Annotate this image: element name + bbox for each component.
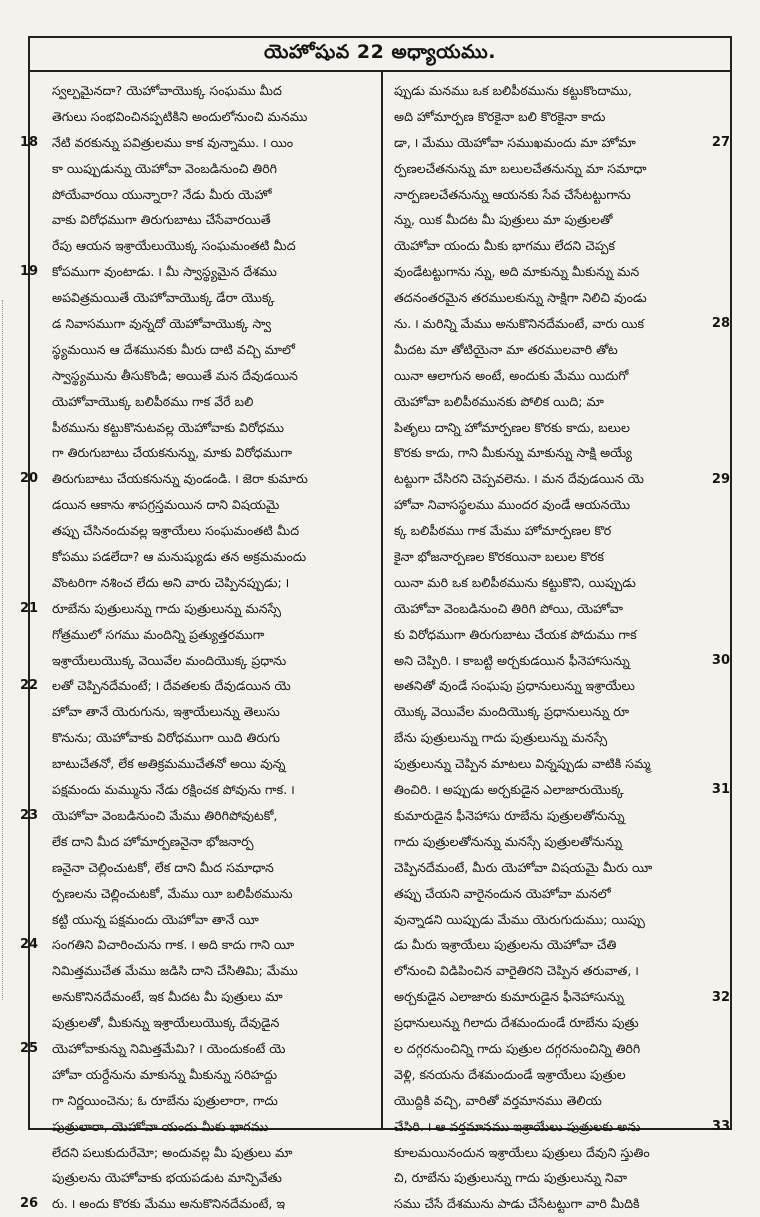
text-line bbox=[386, 958, 706, 984]
line-text: ల దగ్గరనుంచిన్ని గాదు పుత్రుల దగ్గరనుంచిన్ని తిరిగి bbox=[394, 1040, 641, 1056]
text-line bbox=[386, 1191, 706, 1217]
text-line bbox=[32, 881, 376, 907]
line-text: కు విరోధముగా తిరుగుబాటు చేయక పోదుము గాక bbox=[394, 626, 637, 642]
line-text: యెహోవా బలిపీఠమునకు పోలిక యిది; మా bbox=[394, 393, 604, 409]
line-text: హోవా తానే యెరుగును, ఇశ్రాయేలున్ను తెలుసు bbox=[52, 704, 280, 720]
line-text: యొద్దికి వచ్చి, వారితో వర్తమానము తెలియ bbox=[394, 1092, 602, 1108]
column-divider bbox=[381, 72, 383, 1128]
line-text: అని చెప్పిరి. ౹ కాబట్టి అర్చకుడయిన ఫీనెహాసున్ను bbox=[394, 652, 630, 668]
text-line bbox=[386, 207, 706, 233]
line-text: సంగతిని విచారించును గాక. ౹ అది కాదు గాని యీ bbox=[52, 937, 295, 953]
text-line bbox=[32, 78, 376, 104]
text-line bbox=[32, 182, 376, 208]
right-column bbox=[386, 78, 706, 1212]
verse-number: 19 bbox=[20, 264, 39, 280]
text-line bbox=[386, 363, 706, 389]
verse-number: 20 bbox=[20, 471, 39, 487]
text-line bbox=[386, 492, 706, 518]
text-line bbox=[20, 803, 376, 829]
text-line bbox=[386, 829, 706, 855]
text-line bbox=[386, 285, 706, 311]
text-line bbox=[32, 285, 376, 311]
verse-number: 30 bbox=[711, 652, 730, 668]
verse-number: 26 bbox=[20, 1196, 39, 1212]
text-line bbox=[32, 1165, 376, 1191]
text-line bbox=[32, 492, 376, 518]
verse-number: 22 bbox=[20, 678, 39, 694]
line-text: కా యిప్పుడున్ను యెహోవా వెంబడినుంచి తిరిగి bbox=[52, 160, 278, 176]
verse-number: 32 bbox=[711, 989, 730, 1005]
text-line bbox=[32, 1010, 376, 1036]
line-text: ను. ౹ మరిన్ని మేము అనుకొనినదేమంటే, వారు యిక bbox=[394, 316, 645, 332]
line-text: గాదు పుత్రులతోనున్ను మనస్సే పుత్రులతోనున్ను bbox=[394, 833, 623, 849]
line-text: సము చేసే దేశమును పాడు చేసేటట్టుగా వారి మీదికి bbox=[394, 1196, 640, 1212]
text-line bbox=[32, 518, 376, 544]
line-text: లేదని పలుకుదురేమో; అందువల్ల మీ పుత్రులు మా bbox=[52, 1144, 293, 1160]
line-text: అనుకొనినదేమంటే, ఇక మీదట మీ పుత్రులు మా bbox=[52, 989, 283, 1005]
line-text: వుండేటట్టుగాను న్ను, అది మాకున్ను మీకున్ను మన bbox=[394, 264, 640, 280]
text-line bbox=[32, 829, 376, 855]
line-text: చెప్పినదేమంటే, మీరు యెహోవా విషయమై మీరు యీ bbox=[394, 859, 653, 875]
line-text: వొంటరిగా నశించ లేదు అని వారు చెప్పినప్పుడు; ౹ bbox=[52, 574, 290, 590]
verse-number: 25 bbox=[20, 1040, 39, 1056]
line-text: క్క బలిపీఠము గాక మేము హోమార్పణల కొర bbox=[394, 523, 612, 539]
text-line bbox=[386, 311, 706, 337]
line-text: డా, ౹ మేము యెహోవా సముఖమందు మా హోమా bbox=[394, 134, 636, 150]
text-line bbox=[386, 415, 706, 441]
text-line bbox=[386, 881, 706, 907]
text-line bbox=[386, 518, 706, 544]
verse-number: 18 bbox=[20, 134, 39, 150]
line-text: నిమిత్తముచేత మేము జడిసి దాని చేసితిమి; మేము bbox=[52, 963, 298, 979]
line-text: బాటుచేతనో, లేక అతిక్రమముచేతనో అయి వున్న bbox=[52, 756, 286, 772]
line-text: స్వల్పమైనదా? యెహోవాయొక్క సంఘము మీద bbox=[52, 83, 282, 98]
line-text: నార్పణలచేతనున్ను ఆయనకు సేవ చేసేటట్టుగాను bbox=[394, 186, 631, 202]
line-text: పుత్రులతో, మీకున్ను ఇశ్రాయేలుయొక్క దేవుడైన bbox=[52, 1015, 280, 1031]
text-line bbox=[20, 673, 376, 699]
line-text: కూలమయినందున ఇశ్రాయేలు పుత్రులు దేవుని స్తుతిం bbox=[394, 1144, 650, 1160]
line-text: యెహోవా యందు మీకు భాగము లేదని చెప్పక bbox=[394, 238, 615, 254]
text-line bbox=[386, 1088, 706, 1114]
line-text: మీదట మా తోటియైనా మా తరములవారి తోట bbox=[394, 341, 618, 357]
text-line bbox=[386, 751, 706, 777]
line-text: పోయేవారయి యున్నారా? నేడు మీరు యెహో bbox=[52, 186, 272, 202]
text-line bbox=[32, 233, 376, 259]
line-text: డు మీరు ఇశ్రాయేలు పుత్రులను యెహోవా చేతి bbox=[394, 937, 617, 953]
line-text: రు. ౹ అందు కొరకు మేము అనుకొనినదేమంటే, ఇ bbox=[52, 1196, 285, 1212]
line-text: రేపు ఆయన ఇశ్రాయేలుయొక్క సంఘమంతటి మీద bbox=[52, 238, 296, 254]
text-line bbox=[32, 777, 376, 803]
text-line bbox=[386, 932, 706, 958]
text-line bbox=[32, 1140, 376, 1166]
text-line bbox=[32, 1114, 376, 1140]
line-text: పీఠమును కట్టుకొనుటవల్ల యెహోవాకు విరోధము bbox=[52, 419, 284, 435]
line-text: న్ను, యిక మీదట మీ పుత్రులు మా పుత్రులతో bbox=[394, 212, 613, 228]
verse-number: 21 bbox=[20, 600, 39, 616]
line-text: డ నివాసముగా వున్నదో యెహోవాయొక్క స్వా bbox=[52, 316, 272, 332]
line-text: గా నిర్ణయించెను; ఓ రూబేను పుత్రులారా, గాదు bbox=[52, 1092, 278, 1108]
line-text: తప్పు చేసినందువల్ల ఇశ్రాయేలు సంఘమంతటి మీద bbox=[52, 523, 300, 539]
text-line bbox=[386, 1165, 706, 1191]
line-text: చి, రూబేను పుత్రులున్ను గాదు పుత్రులున్ను నివా bbox=[394, 1170, 628, 1186]
line-text: ణనైనా చెల్లించుటకో, లేక దాని మీద సమాధాన bbox=[52, 859, 274, 875]
line-text: కుమారుడైన ఫీనెహాసు రూబేను పుత్రులతోనున్ను bbox=[394, 807, 625, 823]
line-text: హోవా నివాసస్థలము ముందర వుండే ఆయనయొ bbox=[394, 497, 631, 513]
text-line bbox=[386, 596, 706, 622]
line-text: ర్పణలను చెల్లించుటకో, మేము యీ బలిపీఠమును bbox=[52, 885, 293, 901]
text-line bbox=[32, 648, 376, 674]
verse-number: 31 bbox=[711, 782, 730, 798]
line-text: యెహోవా వెంబడినుంచి మేము తిరిగిపోవుటకో, bbox=[52, 807, 278, 823]
line-text: ప్పుడు మనము ఒక బలిపీఠమును కట్టుకొందాము, bbox=[394, 83, 632, 98]
line-text: పక్షమందు మమ్మును నేడు రక్షించక పోవును గాక. ౹ bbox=[52, 782, 295, 798]
text-line bbox=[32, 440, 376, 466]
text-line bbox=[32, 363, 376, 389]
text-line bbox=[32, 570, 376, 596]
verse-number: 27 bbox=[711, 134, 730, 150]
text-line bbox=[386, 156, 706, 182]
line-text: తిరుగుబాటు చేయకనున్ను వుండండి. ౹ జెరా కుమారు bbox=[52, 471, 308, 487]
text-line bbox=[386, 984, 706, 1010]
line-text: కైనా భోజనార్పణల కొరకయినా బలుల కొరక bbox=[394, 549, 604, 565]
line-text: డయిన ఆకాను శాపగ్రస్తమయిన దాని విషయమై bbox=[52, 497, 280, 513]
line-text: స్థ్యమయిన ఆ దేశమునకు మీరు దాటి వచ్చి మాలో bbox=[52, 341, 295, 357]
line-text: యెహోవాయొక్క బలిపీఠము గాక వేరే బలి bbox=[52, 393, 254, 409]
line-text: పుత్రులను యెహోవాకు భయపడుట మాన్పివేతు bbox=[52, 1170, 282, 1186]
text-line bbox=[20, 259, 376, 285]
text-line bbox=[20, 130, 376, 156]
text-line bbox=[32, 415, 376, 441]
text-line bbox=[386, 648, 706, 674]
line-text: నేటి వరకున్ను పవిత్రులము కాక వున్నాము. ౹ యిం bbox=[52, 134, 294, 150]
line-text: కొనును; యెహోవాకు విరోధముగా యిది తిరుగు bbox=[52, 730, 280, 746]
line-text: యెహోవా వెంబడినుంచి తిరిగి పోయి, యెహోవా bbox=[394, 600, 623, 616]
text-line bbox=[386, 259, 706, 285]
text-line bbox=[32, 699, 376, 725]
text-line bbox=[32, 751, 376, 777]
line-text: లోనుంచి విడిపించిన వారైతిరని చెప్పిన తరువాత, ౹ bbox=[394, 963, 639, 979]
text-line bbox=[32, 622, 376, 648]
text-line bbox=[32, 984, 376, 1010]
text-line bbox=[32, 1062, 376, 1088]
verse-number: 28 bbox=[711, 316, 730, 332]
text-line bbox=[20, 466, 376, 492]
line-text: కట్టి యున్న పక్షమందు యెహోవా తానే యీ bbox=[52, 911, 259, 927]
line-text: యినా ఆలాగున అంటే, అందుకు మేము యిదుగో bbox=[394, 367, 629, 383]
text-line bbox=[386, 182, 706, 208]
line-text: ఇశ్రాయేలుయొక్క వెయివేల మందియొక్క ప్రధాను bbox=[52, 652, 287, 668]
line-text: తెగులు సంభవించినప్పటికిని అందులోనుంచి మనము bbox=[52, 108, 308, 124]
text-line bbox=[20, 1036, 376, 1062]
line-text: అది హోమార్పణ కొరకైనా బలి కొరకైనా కాదు bbox=[394, 108, 606, 124]
line-text: యినా మరి ఒక బలిపీఠమును కట్టుకొని, యిప్పుడు bbox=[394, 574, 636, 590]
text-line bbox=[386, 337, 706, 363]
text-line bbox=[386, 907, 706, 933]
text-line bbox=[386, 130, 706, 156]
text-line bbox=[386, 1010, 706, 1036]
text-line bbox=[32, 207, 376, 233]
text-line bbox=[32, 104, 376, 130]
text-line bbox=[20, 932, 376, 958]
line-text: రూబేను పుత్రులున్ను గాదు పుత్రులున్ను మనస్సే bbox=[52, 600, 281, 616]
line-text: కొరకు కాదు, గాని మీకున్ను మాకున్ను సాక్షి అయ్యే bbox=[394, 445, 632, 461]
text-line bbox=[386, 855, 706, 881]
line-text: పుత్రులున్ను చెప్పిన మాటలు విన్నప్పుడు వాటికి సమ్మ bbox=[394, 756, 651, 772]
text-line bbox=[386, 389, 706, 415]
line-text: వెళ్లి, కనయను దేశమందుండే ఇశ్రాయేలు పుత్రుల bbox=[394, 1066, 626, 1082]
left-column bbox=[20, 78, 376, 1212]
text-line bbox=[32, 544, 376, 570]
verse-number: 33 bbox=[711, 1119, 730, 1134]
text-line bbox=[386, 570, 706, 596]
line-text: హోవా యర్దేనును మాకున్ను మీకున్ను సరిహద్దు bbox=[52, 1066, 278, 1082]
page-edge-marks bbox=[2, 300, 13, 1000]
text-line bbox=[386, 104, 706, 130]
line-text: యొక్క వెయివేల మందియొక్క ప్రధానులున్ను రూ bbox=[394, 704, 630, 720]
line-text: కోపము పడలేదా? ఆ మనుష్యుడు తన అక్రమమందు bbox=[52, 549, 307, 565]
text-line bbox=[386, 466, 706, 492]
chapter-header bbox=[28, 36, 732, 72]
line-text: కోపముగా వుంటాడు. ౹ మీ స్వాస్థ్యమైన దేశము bbox=[52, 264, 277, 280]
text-line bbox=[386, 673, 706, 699]
line-text: యెహోవాకున్ను నిమిత్తమేమి? ౹ యెందుకంటే యె bbox=[52, 1040, 286, 1056]
text-line bbox=[32, 958, 376, 984]
line-text: టట్టుగా చేసిరని చెప్పవలెను. ౹ మన దేవుడయిన యె bbox=[394, 471, 644, 487]
text-line bbox=[386, 1062, 706, 1088]
text-line bbox=[386, 78, 706, 104]
verse-number: 29 bbox=[711, 471, 730, 487]
text-line bbox=[386, 544, 706, 570]
text-line bbox=[32, 907, 376, 933]
line-text: గా తిరుగుబాటు చేయకనున్ను, మాకు విరోధముగా bbox=[52, 445, 292, 461]
line-text: గోత్రములో సగము మందిన్ని ప్రత్యుత్తరముగా bbox=[52, 626, 265, 642]
line-text: ర్పణలచేతనున్ను మా బలులచేతనున్ను మా సమాధా bbox=[394, 160, 647, 176]
line-text: స్వాస్థ్యమును తీసుకొండి; అయితే మన దేవుడయిన bbox=[52, 367, 298, 383]
text-line bbox=[32, 389, 376, 415]
line-text: తించిరి. ౹ అప్పుడు అర్చకుడైన ఎలాజారుయొక్క bbox=[394, 782, 624, 798]
text-line bbox=[32, 311, 376, 337]
text-line bbox=[20, 596, 376, 622]
text-line bbox=[32, 156, 376, 182]
text-line bbox=[32, 725, 376, 751]
text-line bbox=[386, 725, 706, 751]
text-line bbox=[386, 699, 706, 725]
text-line bbox=[32, 855, 376, 881]
line-text: లేక దాని మీద హోమార్పణనైనా భోజనార్ప bbox=[52, 833, 254, 849]
text-line bbox=[20, 1191, 376, 1217]
text-line bbox=[386, 622, 706, 648]
line-text: వాకు విరోధముగా తిరుగుబాటు చేసేవారయితే bbox=[52, 212, 271, 228]
verse-number: 23 bbox=[20, 807, 39, 823]
text-line bbox=[386, 440, 706, 466]
line-text: అర్చకుడైన ఎలాజారు కుమారుడైన ఫీనెహాసున్ను bbox=[394, 989, 624, 1005]
line-text: పితృలు దాన్ని హోమార్పణల కొరకు కాదు, బలుల bbox=[394, 419, 630, 435]
text-line bbox=[386, 1114, 706, 1140]
text-line bbox=[386, 803, 706, 829]
line-text: చేసిరి. ౹ ఆ వర్తమానము ఇశ్రాయేలు పుత్రులకు అను bbox=[394, 1118, 641, 1134]
line-text: వున్నాడని యిప్పుడు మేము యెరుగుదుము; యిప్పు bbox=[394, 911, 645, 927]
line-text: తప్పు చేయని వారైనందున యెహోవా మనలో bbox=[394, 885, 611, 901]
line-text: అతనితో వుండే సంఘపు ప్రధానులున్ను ఇశ్రాయేలు bbox=[394, 678, 635, 694]
text-line bbox=[386, 233, 706, 259]
text-columns bbox=[20, 72, 732, 1212]
text-line bbox=[386, 1140, 706, 1166]
text-line bbox=[32, 1088, 376, 1114]
text-line bbox=[32, 337, 376, 363]
line-text: లతో చెప్పినదేమంటే; ౹ దేవతలకు దేవుడయిన యె bbox=[52, 678, 291, 694]
line-text: పుత్రులారా, యెహోవా యందు మీకు భాగము bbox=[52, 1118, 269, 1134]
line-text: తదనంతరమైన తరములకున్ను సాక్షిగా నిలిచి వుండు bbox=[394, 290, 647, 306]
text-line bbox=[386, 777, 706, 803]
text-line bbox=[386, 1036, 706, 1062]
line-text: అపవిత్రమయితే యెహోవాయొక్క డేరా యొక్క bbox=[52, 290, 275, 306]
line-text: ప్రధానులున్ను గిలాదు దేశమందుండే రూబేను పుత్రు bbox=[394, 1015, 639, 1031]
line-text: బేను పుత్రులున్ను గాదు పుత్రులున్ను మనస్సే bbox=[394, 730, 608, 746]
chapter-title: యెహోషువ 22 అధ్యాయము. bbox=[264, 40, 496, 63]
verse-number: 24 bbox=[20, 937, 39, 953]
